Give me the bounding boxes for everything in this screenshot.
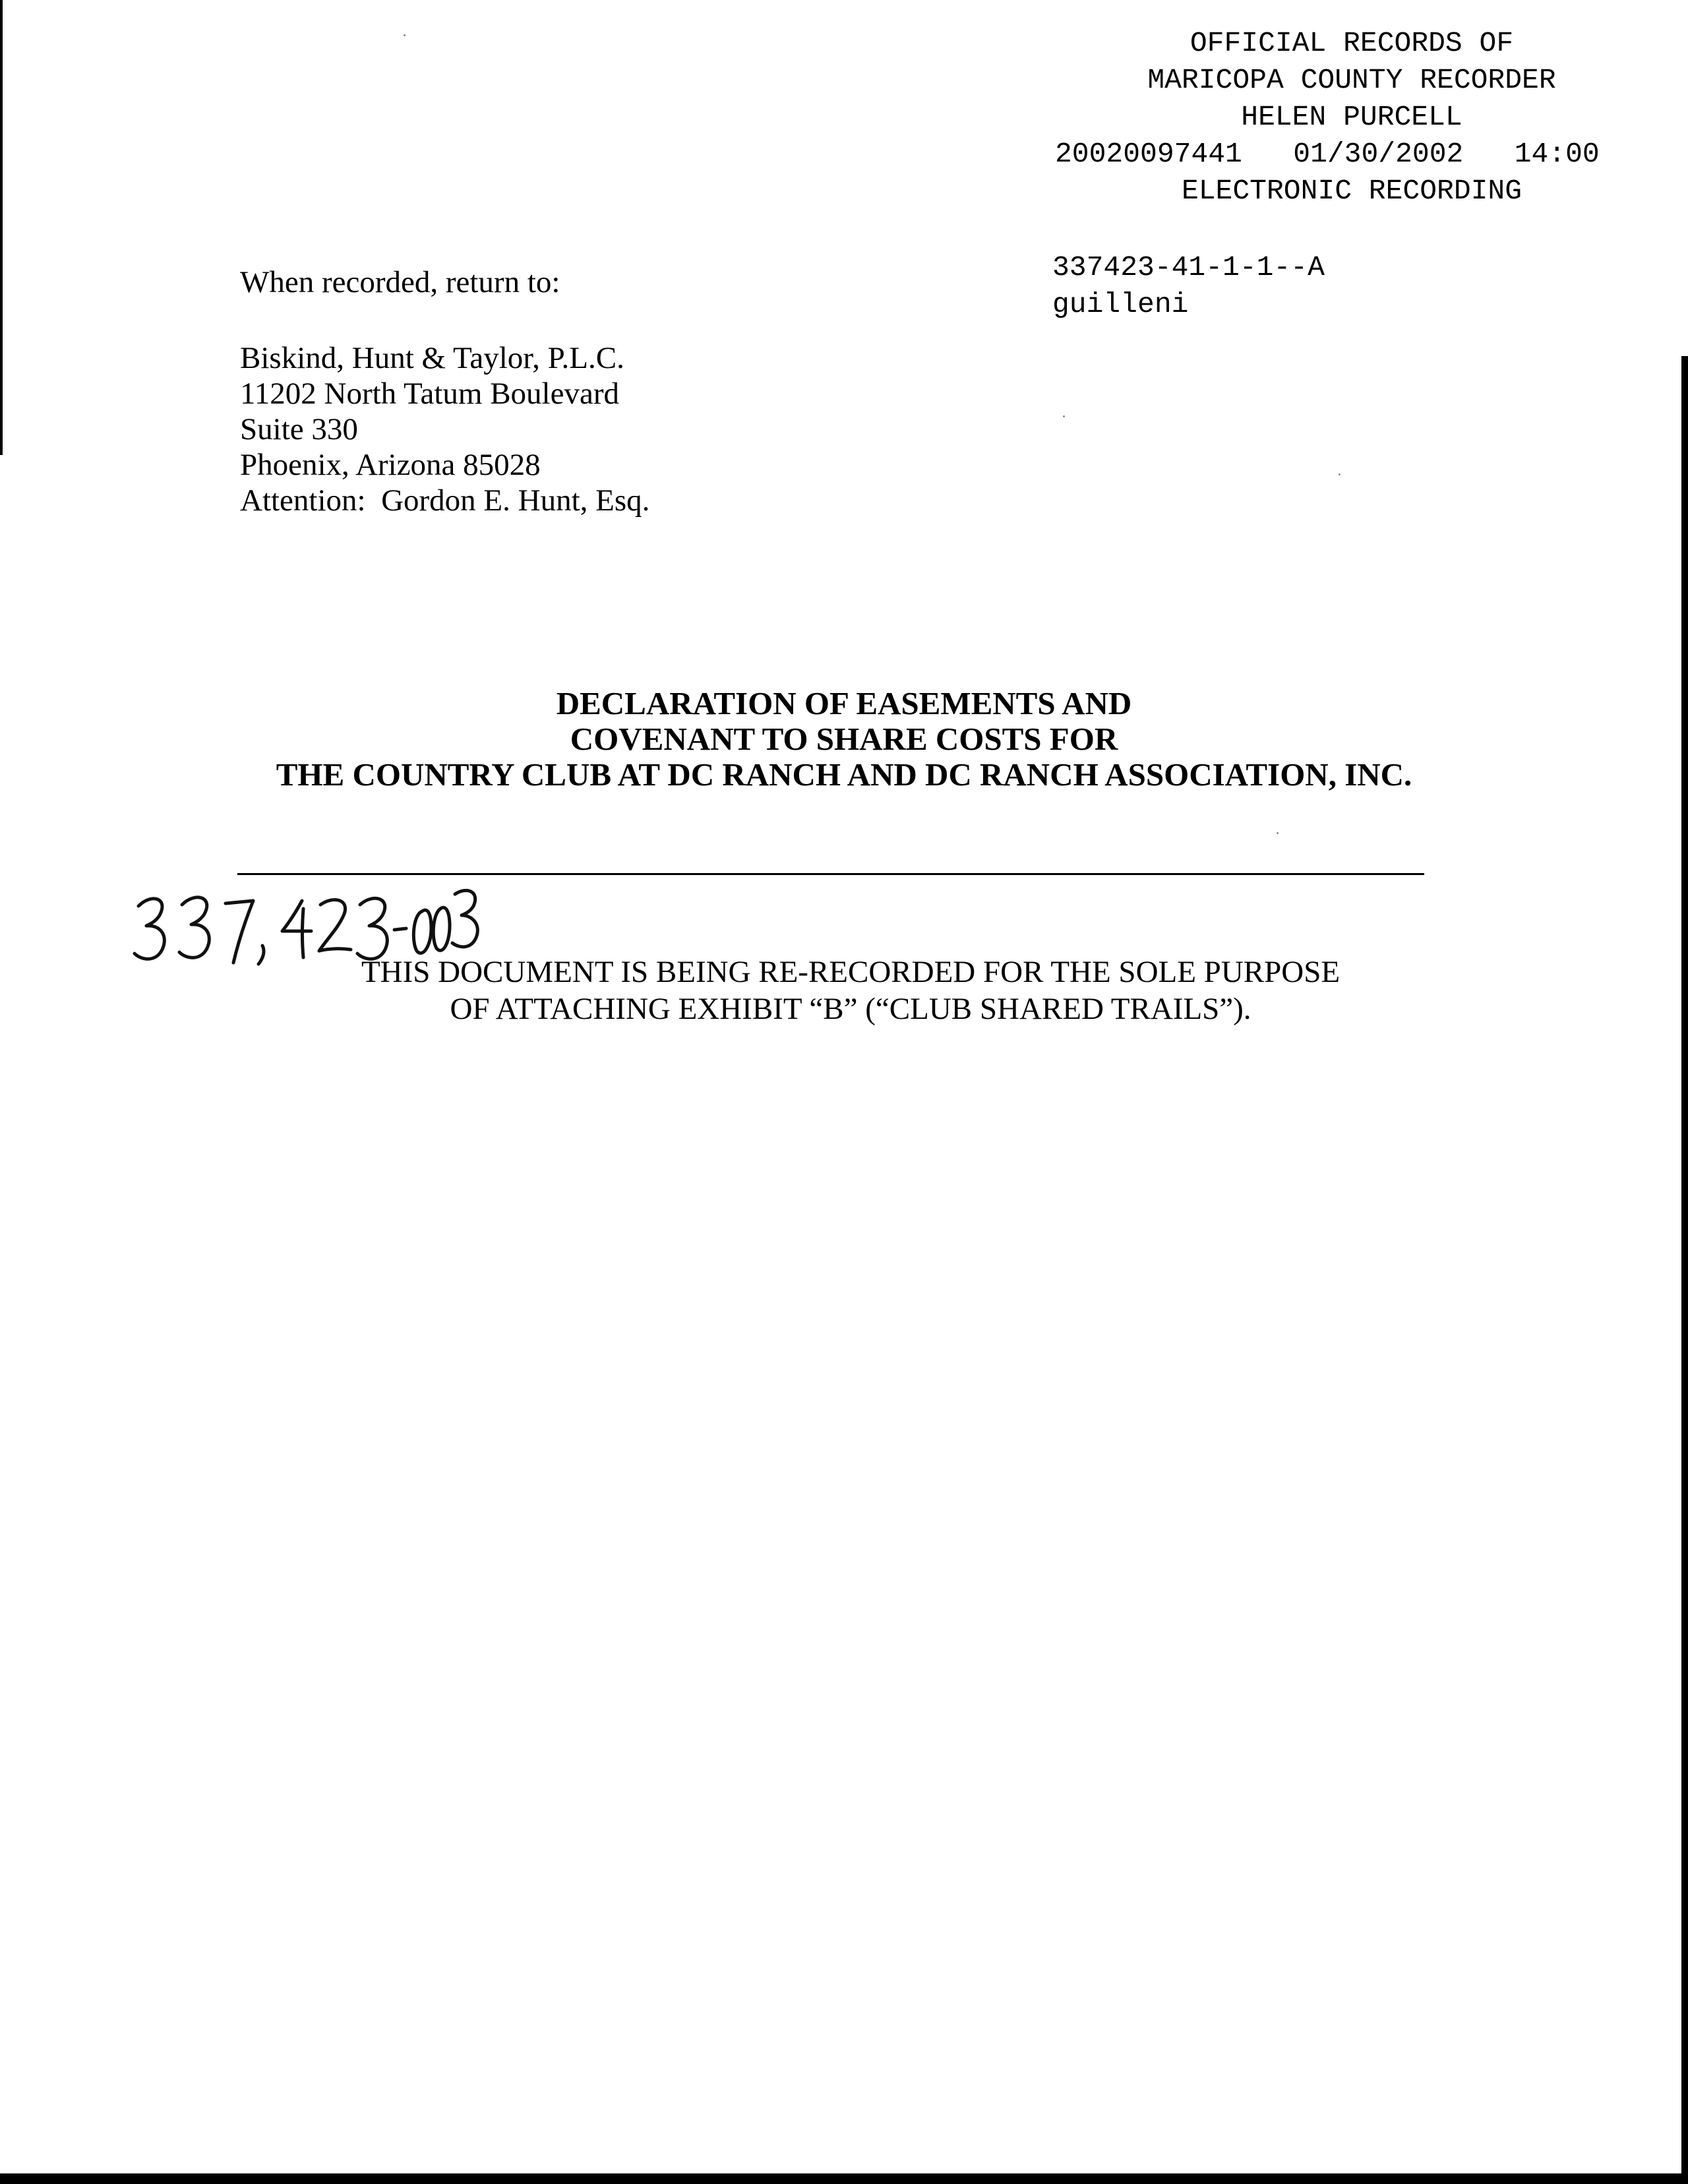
stamp-line-recorder: HELEN PURCELL xyxy=(1241,101,1462,133)
stamp-line-office: OFFICIAL RECORDS OF xyxy=(1190,27,1514,59)
return-suite: Suite 330 xyxy=(240,412,358,446)
divider-rule xyxy=(237,873,1424,875)
scan-speck xyxy=(1339,473,1341,475)
return-address xyxy=(240,340,649,518)
return-city-state-zip: Phoenix, Arizona 85028 xyxy=(240,448,541,482)
rerecord-line-2: OF ATTACHING EXHIBIT “B” (“CLUB SHARED TRAILS”). xyxy=(450,992,1251,1026)
rerecord-line-1: THIS DOCUMENT IS BEING RE-RECORDED FOR THE SOLE PURPOSE xyxy=(361,955,1341,989)
scan-speck xyxy=(1063,415,1065,417)
reference-code: 337423-41-1-1--A xyxy=(1052,251,1325,284)
reference-block xyxy=(1052,249,1325,323)
return-firm: Biskind, Hunt & Taylor, P.L.C. xyxy=(240,341,624,375)
title-line-3: THE COUNTRY CLUB AT DC RANCH AND DC RANCH ASSOCIATION, INC. xyxy=(276,756,1412,793)
scan-edge-bottom xyxy=(0,2173,1688,2184)
scan-edge-right xyxy=(1681,356,1688,2184)
rerecord-note xyxy=(0,954,1490,1027)
stamp-line-county: MARICOPA COUNTY RECORDER xyxy=(1147,64,1556,96)
return-to-label: When recorded, return to: xyxy=(240,265,560,299)
title-line-1: DECLARATION OF EASEMENTS AND xyxy=(556,685,1132,721)
document-title xyxy=(0,686,1688,793)
recording-stamp xyxy=(1029,25,1675,210)
stamp-line-number-date-time: 20020097441 01/30/2002 14:00 xyxy=(1055,138,1600,170)
stamp-line-recording-type: ELECTRONIC RECORDING xyxy=(1181,175,1522,207)
title-line-2: COVENANT TO SHARE COSTS FOR xyxy=(570,721,1118,757)
return-street: 11202 North Tatum Boulevard xyxy=(240,377,619,411)
scan-speck xyxy=(404,34,406,36)
return-attention: Attention: Gordon E. Hunt, Esq. xyxy=(240,483,650,518)
scan-speck xyxy=(1277,832,1279,834)
scan-edge-left xyxy=(0,0,3,455)
reference-clerk: guilleni xyxy=(1052,288,1189,320)
